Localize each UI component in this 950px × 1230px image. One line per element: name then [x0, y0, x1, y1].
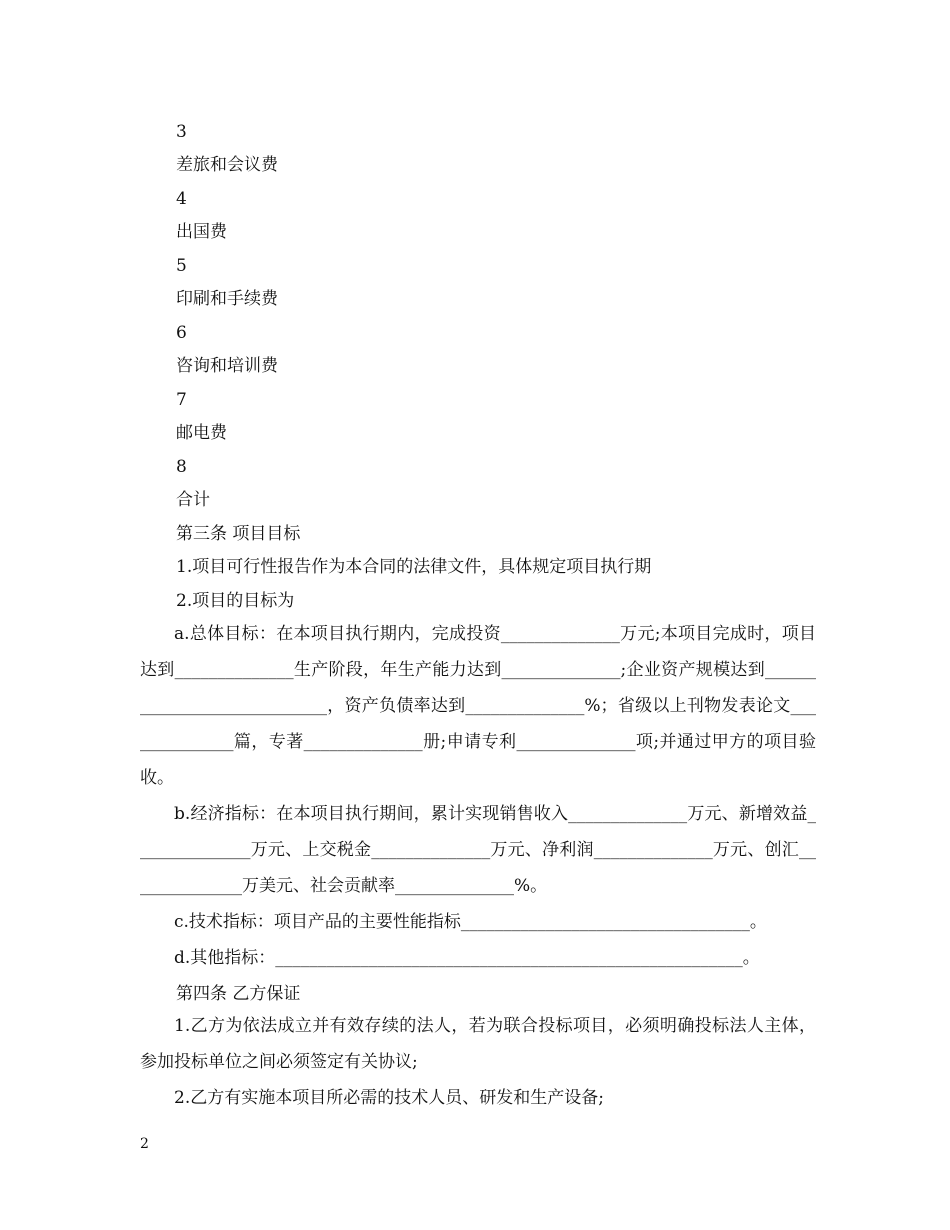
article-3-economic-goal: b.经济指标：在本项目执行期间，累计实现销售收入______________万元、新增效益______________万元、上交税金______________万元、净利润______________万元、创汇______________万美元、社会贡献率______________%。: [140, 804, 816, 896]
article-3-technical-goal: c.技术指标：项目产品的主要性能指标__________________________________。: [174, 912, 767, 932]
item-name: 出国费: [176, 222, 227, 242]
item-number: 7: [176, 390, 187, 410]
item-name: 印刷和手续费: [176, 289, 278, 309]
item-number: 8: [176, 457, 187, 477]
item-name: 差旅和会议费: [176, 155, 278, 175]
article-4-clause-1: 1.乙方为依法成立并有效存续的法人，若为联合投标项目，必须明确投标法人主体，参加投标单位之间必须签定有关协议;: [140, 1016, 816, 1072]
item-name: 邮电费: [176, 423, 227, 443]
article-3-clause-1: 1.项目可行性报告作为本合同的法律文件，具体规定项目执行期: [176, 557, 652, 577]
article-3-title: 第三条 项目目标: [176, 524, 301, 544]
article-4-clause-2: 2.乙方有实施本项目所必需的技术人员、研发和生产设备;: [174, 1088, 604, 1108]
article-3-clause-2: 2.项目的目标为: [176, 591, 295, 611]
item-name: 咨询和培训费: [176, 356, 278, 376]
item-number: 3: [176, 122, 187, 142]
item-number: 6: [176, 323, 187, 343]
article-3-general-goal: a.总体目标：在本项目执行期内，完成投资______________万元;本项目完成时，项目达到______________生产阶段，年生产能力达到______________;企业资产规模达到____________________________，资产负债率达到______________%；省级以上刊物发表论文______________篇，专著______________册;申请专利______________项;并通过甲方的项目验收。: [140, 624, 816, 788]
item-number: 5: [176, 256, 187, 276]
article-3-other-goal: d.其他指标：_______________________________________________________。: [174, 948, 760, 968]
item-name: 合计: [176, 490, 210, 510]
page-number: 2: [140, 1136, 149, 1152]
article-4-title: 第四条 乙方保证: [176, 984, 301, 1004]
item-number: 4: [176, 189, 187, 209]
